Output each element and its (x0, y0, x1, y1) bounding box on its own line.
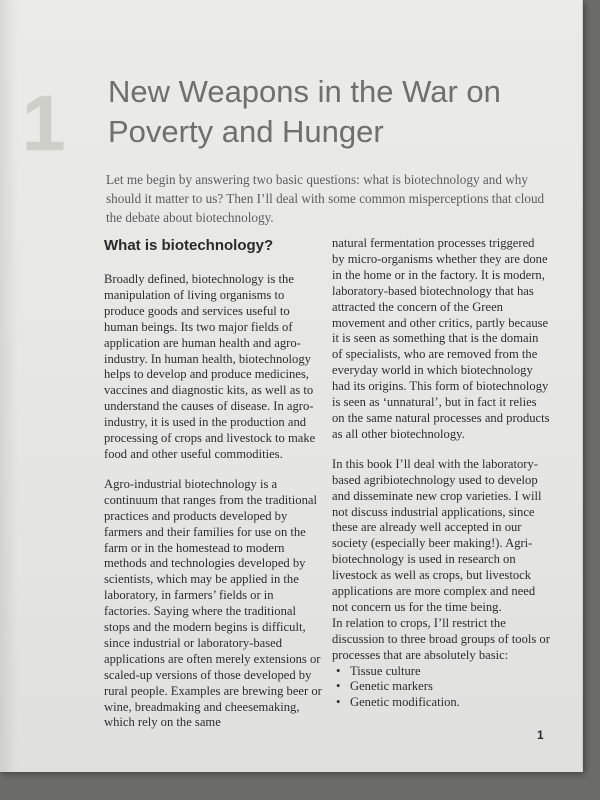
left-column (104, 232, 322, 745)
list-item: • Tissue culture (350, 664, 550, 680)
paragraph: Broadly defined, biotechnology is the manipulation of living organisms to produce goods and services useful to human beings. Its two major fields of application are human health and agro-industry. In human health, biotechnology helps to develop and produce medicines, vaccines and diagnostic kits, as well as to understand the causes of disease. In agro-industry, it is used in the production and processing of crops and livestock to make food and other useful commodities. (104, 272, 316, 461)
paragraph: In this book I’ll deal with the laboratory-based agribiotechnology used to develop and disseminate new crop varieties. I will not discuss industrial applications, since these are already well accepted in our society (especially beer making!). Agri-biotechnology is used in research on livestock as well as crops, but livestock applications are more complex and need not concern us for the time being. (332, 456, 542, 614)
right-column (332, 236, 550, 711)
paragraph: natural fermentation processes triggered by micro-organisms whether they are done in the home or in the factory. It is modern, laboratory-based biotechnology that has attracted the concern of the Green movement and other critics, partly because it is seen as something that is the domain of specialists, who are removed from the everyday world in which biotechnology had its origins. This form of biotechnology is seen as ‘unnatural’, but in fact it relies on the same natural processes and products as all other biotechnology. (332, 236, 550, 441)
paragraph: In relation to crops, I’ll restrict the discussion to three broad groups of tools or processes that are absolutely basic: (332, 615, 550, 662)
section-heading: What is biotechnology? (104, 237, 274, 254)
list-item: • Genetic modification. (350, 695, 550, 711)
bullet-list (332, 664, 550, 712)
page-number: 1 (537, 728, 544, 742)
chapter-number: 1 (22, 79, 66, 167)
list-item: • Genetic markers (350, 679, 550, 695)
chapter-intro: Let me begin by answering two basic questions: what is biotechnology and why should it matter to us? Then I’ll deal with some common misperceptions that cloud the debate about biotechnology. (106, 172, 545, 225)
paragraph: Agro-industrial biotechnology is a continuum that ranges from the traditional practices and products developed by farmers and their families for use on the farm or in the homestead to modern methods and technologies developed by scientists, which may be applied in the laboratory, in farmers’ fields or in factories. Saying where the traditional stops and the modern begins is difficult, since industrial or laboratory-based applications are often merely extensions or scaled-up versions of those developed by rural people. Examples are brewing beer or wine, breadmaking and cheesemaking, which rely on the same (104, 476, 322, 730)
chapter-title: New Weapons in the War on Poverty and Hunger (108, 74, 501, 149)
